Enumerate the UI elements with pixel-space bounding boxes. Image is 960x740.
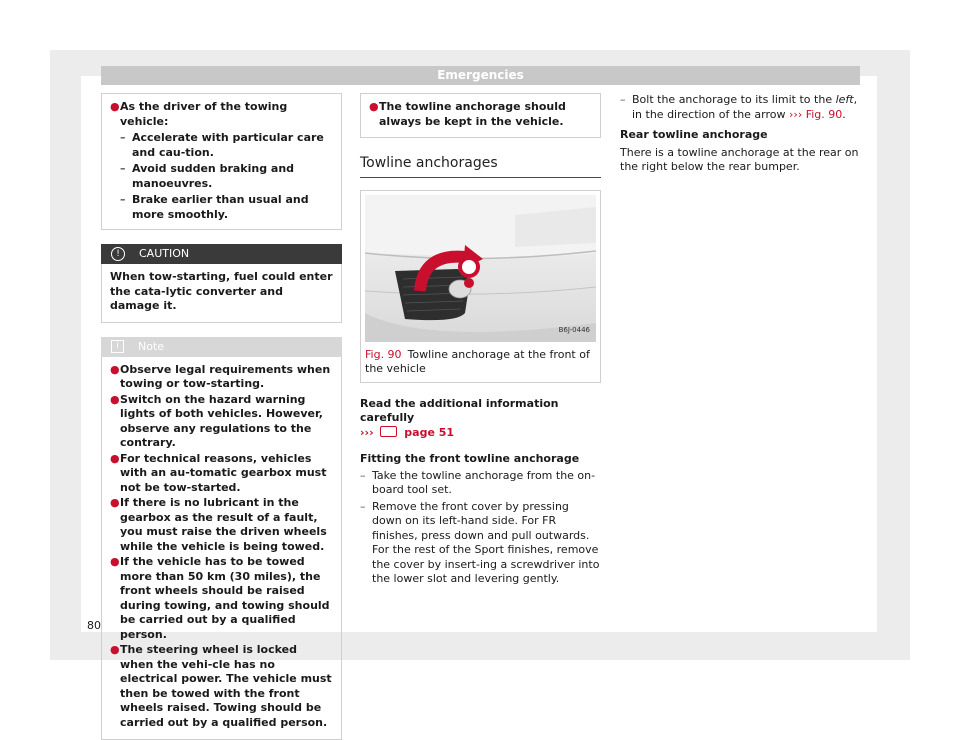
caution-header: ! CAUTION — [101, 244, 342, 264]
note-body — [101, 357, 342, 740]
figure-label: Fig. 90 — [365, 348, 402, 361]
dash-icon: – — [360, 469, 372, 498]
keep-anchorage-box — [360, 93, 601, 138]
bullet-icon: ● — [369, 100, 379, 129]
column-middle — [360, 93, 601, 587]
column-right — [620, 93, 861, 175]
bullet-icon: ● — [110, 452, 120, 496]
fitting-title: Fitting the front towline anchorage — [360, 452, 601, 467]
bullet-icon: ● — [110, 496, 120, 554]
rear-title: Rear towline anchorage — [620, 128, 861, 143]
bullet-icon: ● — [110, 363, 120, 392]
list-item: ● Switch on the hazard warning lights of both vehicles. However, observe any regulations to the contrary. — [110, 393, 333, 451]
note-header: i Note — [101, 337, 342, 357]
list-item: – Take the towline anchorage from the on-board tool set. — [360, 469, 601, 498]
section-title: Towline anchorages — [360, 156, 601, 178]
warning-box — [101, 93, 342, 230]
bullet-icon: ● — [110, 393, 120, 451]
figure-image — [365, 195, 596, 342]
list-item: ● The steering wheel is locked when the vehi-cle has no electrical power. The vehicle must then be towed with the front wheels raised. Towing should be carried out by a qualified person. — [110, 643, 333, 730]
page-number: 80 — [87, 619, 101, 632]
list-item: – Avoid sudden braking and manoeuvres. — [110, 162, 333, 191]
list-item: ● As the driver of the towing vehicle: — [110, 100, 333, 129]
bullet-icon: ● — [110, 555, 120, 642]
bullet-icon: ● — [110, 100, 120, 129]
caution-block — [101, 244, 342, 323]
column-left — [101, 93, 342, 740]
figure-link[interactable]: Fig. 90 — [806, 108, 843, 121]
note-block — [101, 337, 342, 740]
list-item: ● The towline anchorage should always be kept in the vehicle. — [369, 100, 592, 129]
list-item: – Bolt the anchorage to its limit to the left, in the direction of the arrow ››› Fig. 90. — [620, 93, 861, 122]
bullet-icon: ● — [110, 643, 120, 730]
dash-icon: – — [620, 93, 632, 122]
caution-text: When tow-starting, fuel could enter the cata-lytic converter and damage it. — [101, 264, 342, 323]
chapter-header: Emergencies — [101, 66, 860, 85]
info-icon: i — [111, 340, 124, 353]
caution-icon: ! — [111, 247, 125, 261]
list-item: – Brake earlier than usual and more smoothly. — [110, 193, 333, 222]
page-link[interactable]: page 51 — [404, 426, 454, 439]
book-icon — [380, 426, 397, 437]
car-front-illustration — [365, 195, 596, 342]
dash-icon: – — [120, 193, 132, 222]
dash-icon: – — [120, 162, 132, 191]
figure-caption: Fig. 90 Towline anchorage at the front of the vehicle — [365, 348, 596, 376]
list-item: ● If there is no lubricant in the gearbox as the result of a fault, you must raise the driven wheels while the vehicle is being towed. — [110, 496, 333, 554]
rear-text: There is a towline anchorage at the rear on the right below the rear bumper. — [620, 146, 861, 175]
reference-arrow-icon: ››› — [789, 108, 802, 121]
reference-arrow-icon: ››› — [360, 426, 374, 439]
list-item: ● Observe legal requirements when towing or tow-starting. — [110, 363, 333, 392]
read-more: Read the additional information carefully ››› page 51 — [360, 397, 601, 441]
dash-icon: – — [360, 500, 372, 587]
list-item: – Accelerate with particular care and cau-tion. — [110, 131, 333, 160]
list-item: ● For technical reasons, vehicles with an au-tomatic gearbox must not be tow-started. — [110, 452, 333, 496]
list-item: ● If the vehicle has to be towed more than 50 km (30 miles), the front wheels should be raised during towing, and towing should be carried out by a qualified person. — [110, 555, 333, 642]
dash-icon: – — [120, 131, 132, 160]
figure-90 — [360, 190, 601, 383]
figure-code: B6J-0446 — [559, 323, 590, 338]
list-item: – Remove the front cover by pressing down on its left-hand side. For FR finishes, press down and pull outwards. For the rest of the Sport finishes, remove the cover by insert-ing a screwdriver into the lower slot and levering gently. — [360, 500, 601, 587]
